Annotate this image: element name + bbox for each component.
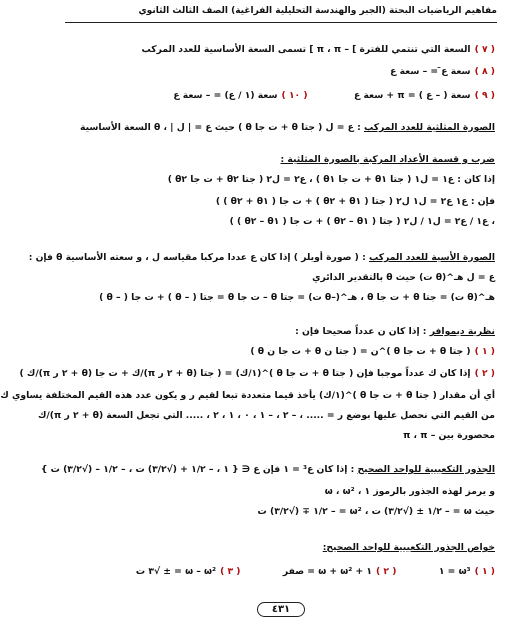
demoivre-2 <box>19 368 495 380</box>
line-text: ( جتا θ + ت جا θ )^ن = ( جتا ن θ + ت جا ن θ ) <box>250 346 471 357</box>
line-text: و يرمز لهذه الجذور بالرموز ١ ، ω ، ω² <box>324 486 495 497</box>
property-2: ١ + ω + ω² = صفر <box>282 566 373 577</box>
line-text: هـ^(θ ت) = جتا θ + ت جا θ ، هـ^(–θ ت) = جتا θ – ت جا θ = جتا ( – θ ) + ت جا ( – θ ) <box>99 292 495 303</box>
euler-def <box>67 272 495 284</box>
property-1: ω³ = ١ <box>438 566 471 577</box>
line-text: فإن : ع١ ع٢ = ل١ ل٢ ( جتا ( θ١ + θ٢ ) + ت جا ( θ١ + θ٢ ) ) <box>215 196 495 207</box>
line-9-10 <box>67 90 495 102</box>
demoivre-title <box>67 326 495 338</box>
line-text: سعة ع̄ = – سعة ع <box>390 66 471 77</box>
mult-result <box>67 196 495 208</box>
div-result <box>67 216 495 228</box>
line-7 <box>67 44 495 56</box>
cube-roots <box>40 464 495 476</box>
item-number: ( ٨ ) <box>474 66 495 77</box>
mult-div-title <box>67 154 495 166</box>
line-text: حيث ω = – ١/٢ ± (√٣/٢) ت ، ω² = – ١/٢ ∓ (√٣/٢) ت <box>257 506 495 517</box>
line-text: ، ع١ / ع٢ = ل١ / ل٢ ( جتا ( θ١ – θ٢ ) + ت جا ( θ١ – θ٢ ) ) <box>229 216 495 227</box>
properties-title <box>67 542 495 554</box>
item-number: ( ٣ ) <box>220 566 241 577</box>
mult-div-given <box>67 174 495 186</box>
item-number: ( ١ ) <box>474 346 495 357</box>
item-number: ( ٢ ) <box>474 368 495 379</box>
property-3: ω – ω² = ± √٣ ت <box>135 566 217 577</box>
line-text: سعة (١ / ع) = – سعة ع <box>173 90 278 101</box>
section-title: الجذور التكعيبية للواحد الصحيح <box>357 464 495 475</box>
item-number: ( ١٠ ) <box>281 90 308 101</box>
item-number: ( ٩ ) <box>474 90 495 101</box>
trig-form <box>67 122 495 134</box>
section-title: نظرية ديموافر <box>429 326 495 337</box>
section-title: خواص الجذور التكعيبية للواحد الصحيح: <box>322 542 495 553</box>
demoivre-1 <box>67 346 495 358</box>
euler-identities <box>67 292 495 304</box>
line-text: إذا كان : ع١ = ل١ ( جتا θ١ + ت جا θ١ ) ، ع٢ = ل٢ ( جتا θ٢ + ت جا θ٢ ) <box>167 174 495 185</box>
line-text: : ( صورة أويلر ) إذا كان ع عددا مركبا مقياسه ل ، و سعته الأساسية θ فإن : <box>28 252 366 263</box>
header-divider <box>65 22 497 23</box>
line-text: أي أن مقدار ( جتا θ + ت جا θ )^(١/ك) يأخذ قيما متعددة تبعا لقيم ر و يكون عدد هذه القيم المختلفة يساوي ك <box>0 390 495 401</box>
line-8 <box>67 66 495 78</box>
page-header: مفاهيم الرياضيات البحتة (الجبر والهندسة التحليلية الفراغية) الصف الثالث الثانوي <box>138 6 497 16</box>
page-number: ٤٣١ <box>55 604 507 615</box>
line-text: محصورة بين – π ، π <box>403 430 495 441</box>
section-title: الصورة الأسية للعدد المركب <box>368 252 495 263</box>
line-text: : إذا كان ن عدداً صحيحا فإن : <box>295 326 427 337</box>
line-text: : إذا كان ع³ = ١ فإن ع ∈ { ١ ، – ١/٢ + (√٣/٢) ت ، – ١/٢ – (√٣/٢) ت } <box>40 464 355 475</box>
line-text: ع = ل هـ^(θ ت) حيث θ بالتقدير الدائري <box>312 272 495 283</box>
demoivre-values <box>38 410 495 422</box>
line-text: من القيم التي نحصل عليها بوضع ر = ..... ، – ٢ ، – ١ ، ٠ ، ١ ، ٢ ، ..... التي تجعل السعة (θ + ٢ ر π)/ك <box>38 410 495 421</box>
line-text: سعة ( – ع ) = π + سعة ع <box>353 90 471 101</box>
item-number: ( ٧ ) <box>474 44 495 55</box>
section-title: ضرب و قسمة الأعداد المركبة بالصورة المثلثية : <box>280 154 495 165</box>
section-title: الصورة المثلثية للعدد المركب <box>363 122 495 133</box>
demoivre-note <box>0 390 495 402</box>
cube-roots-symbols <box>67 486 495 498</box>
demoivre-range <box>67 430 495 442</box>
item-number: ( ٢ ) <box>376 566 397 577</box>
cube-roots-omega <box>67 506 495 518</box>
line-text: إذا كان ك عدداً موجبا فإن ( جتا θ + ت جا θ )^(١/ك) = ( جتا (θ + ٢ ر π)/ك + ت جا (θ + ٢ ر π)/ك ) <box>19 368 471 379</box>
euler-form <box>28 252 495 264</box>
item-number: ( ١ ) <box>474 566 495 577</box>
line-text: : ع = ل ( جتا θ + ت جا θ ) حيث ع = | ل | ، θ السعة الأساسية <box>80 122 361 133</box>
properties <box>67 566 495 578</box>
line-text: السعة التي تنتمي للفترة ] – π ، π ] تسمى السعة الأساسية للعدد المركب <box>141 44 471 55</box>
